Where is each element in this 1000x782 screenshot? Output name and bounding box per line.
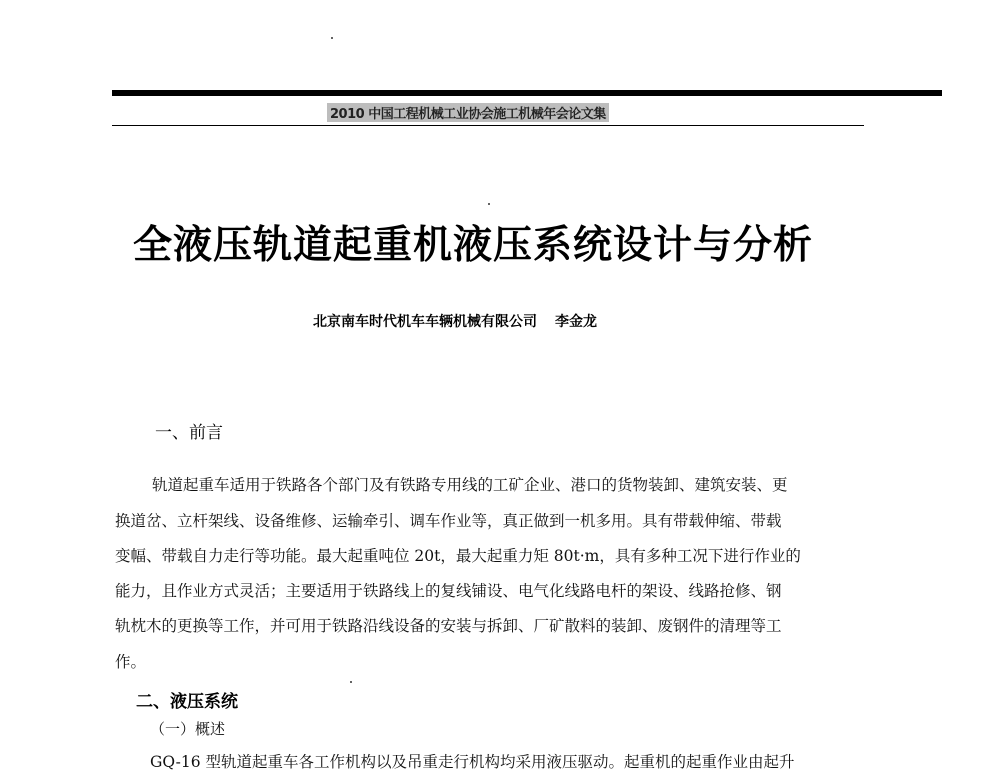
scan-speck <box>331 37 333 39</box>
paragraph-line: 变幅、带载自力走行等功能。最大起重吨位 20t，最大起重力矩 80t·m，具有多种工况下进行作业的 <box>115 547 801 565</box>
section-heading-preface: 一、前言 <box>155 423 223 443</box>
header-rule-thin <box>112 125 864 126</box>
paper-title: 全液压轨道起重机液压系统设计与分析 <box>133 223 814 268</box>
scan-speck <box>488 203 490 205</box>
subsection-heading-overview: （一）概述 <box>150 720 226 738</box>
paragraph-line: 轨道起重车适用于铁路各个部门及有铁路专用线的工矿企业、港口的货物装卸、建筑安装、更 <box>152 476 788 494</box>
paragraph-line: GQ-16 型轨道起重车各工作机构以及吊重走行机构均采用液压驱动。起重机的起重作业由起升 <box>150 753 795 771</box>
paragraph-line: 轨枕木的更换等工作，并可用于铁路沿线设备的安装与拆卸、厂矿散料的装卸、废钢件的清理等工 <box>115 617 782 635</box>
author-affiliation: 北京南车时代机车车辆机械有限公司 <box>313 314 537 330</box>
paragraph-line: 换道岔、立杆架线、设备维修、运输牵引、调车作业等，真正做到一机多用。具有带载伸缩、带载 <box>115 512 782 530</box>
author-name: 李金龙 <box>555 314 597 330</box>
paragraph-line: 作。 <box>115 653 147 671</box>
paragraph-line: 能力，且作业方式灵活；主要适用于铁路线上的复线铺设、电气化线路电杆的架设、线路抢修、钢 <box>115 582 782 600</box>
header-rule-thick <box>112 90 942 96</box>
author-line <box>313 311 597 331</box>
running-header: 2010 中国工程机械工业协会施工机械年会论文集 <box>327 103 609 122</box>
scan-speck <box>350 681 352 683</box>
section-heading-hydraulic-system: 二、液压系统 <box>136 692 238 712</box>
